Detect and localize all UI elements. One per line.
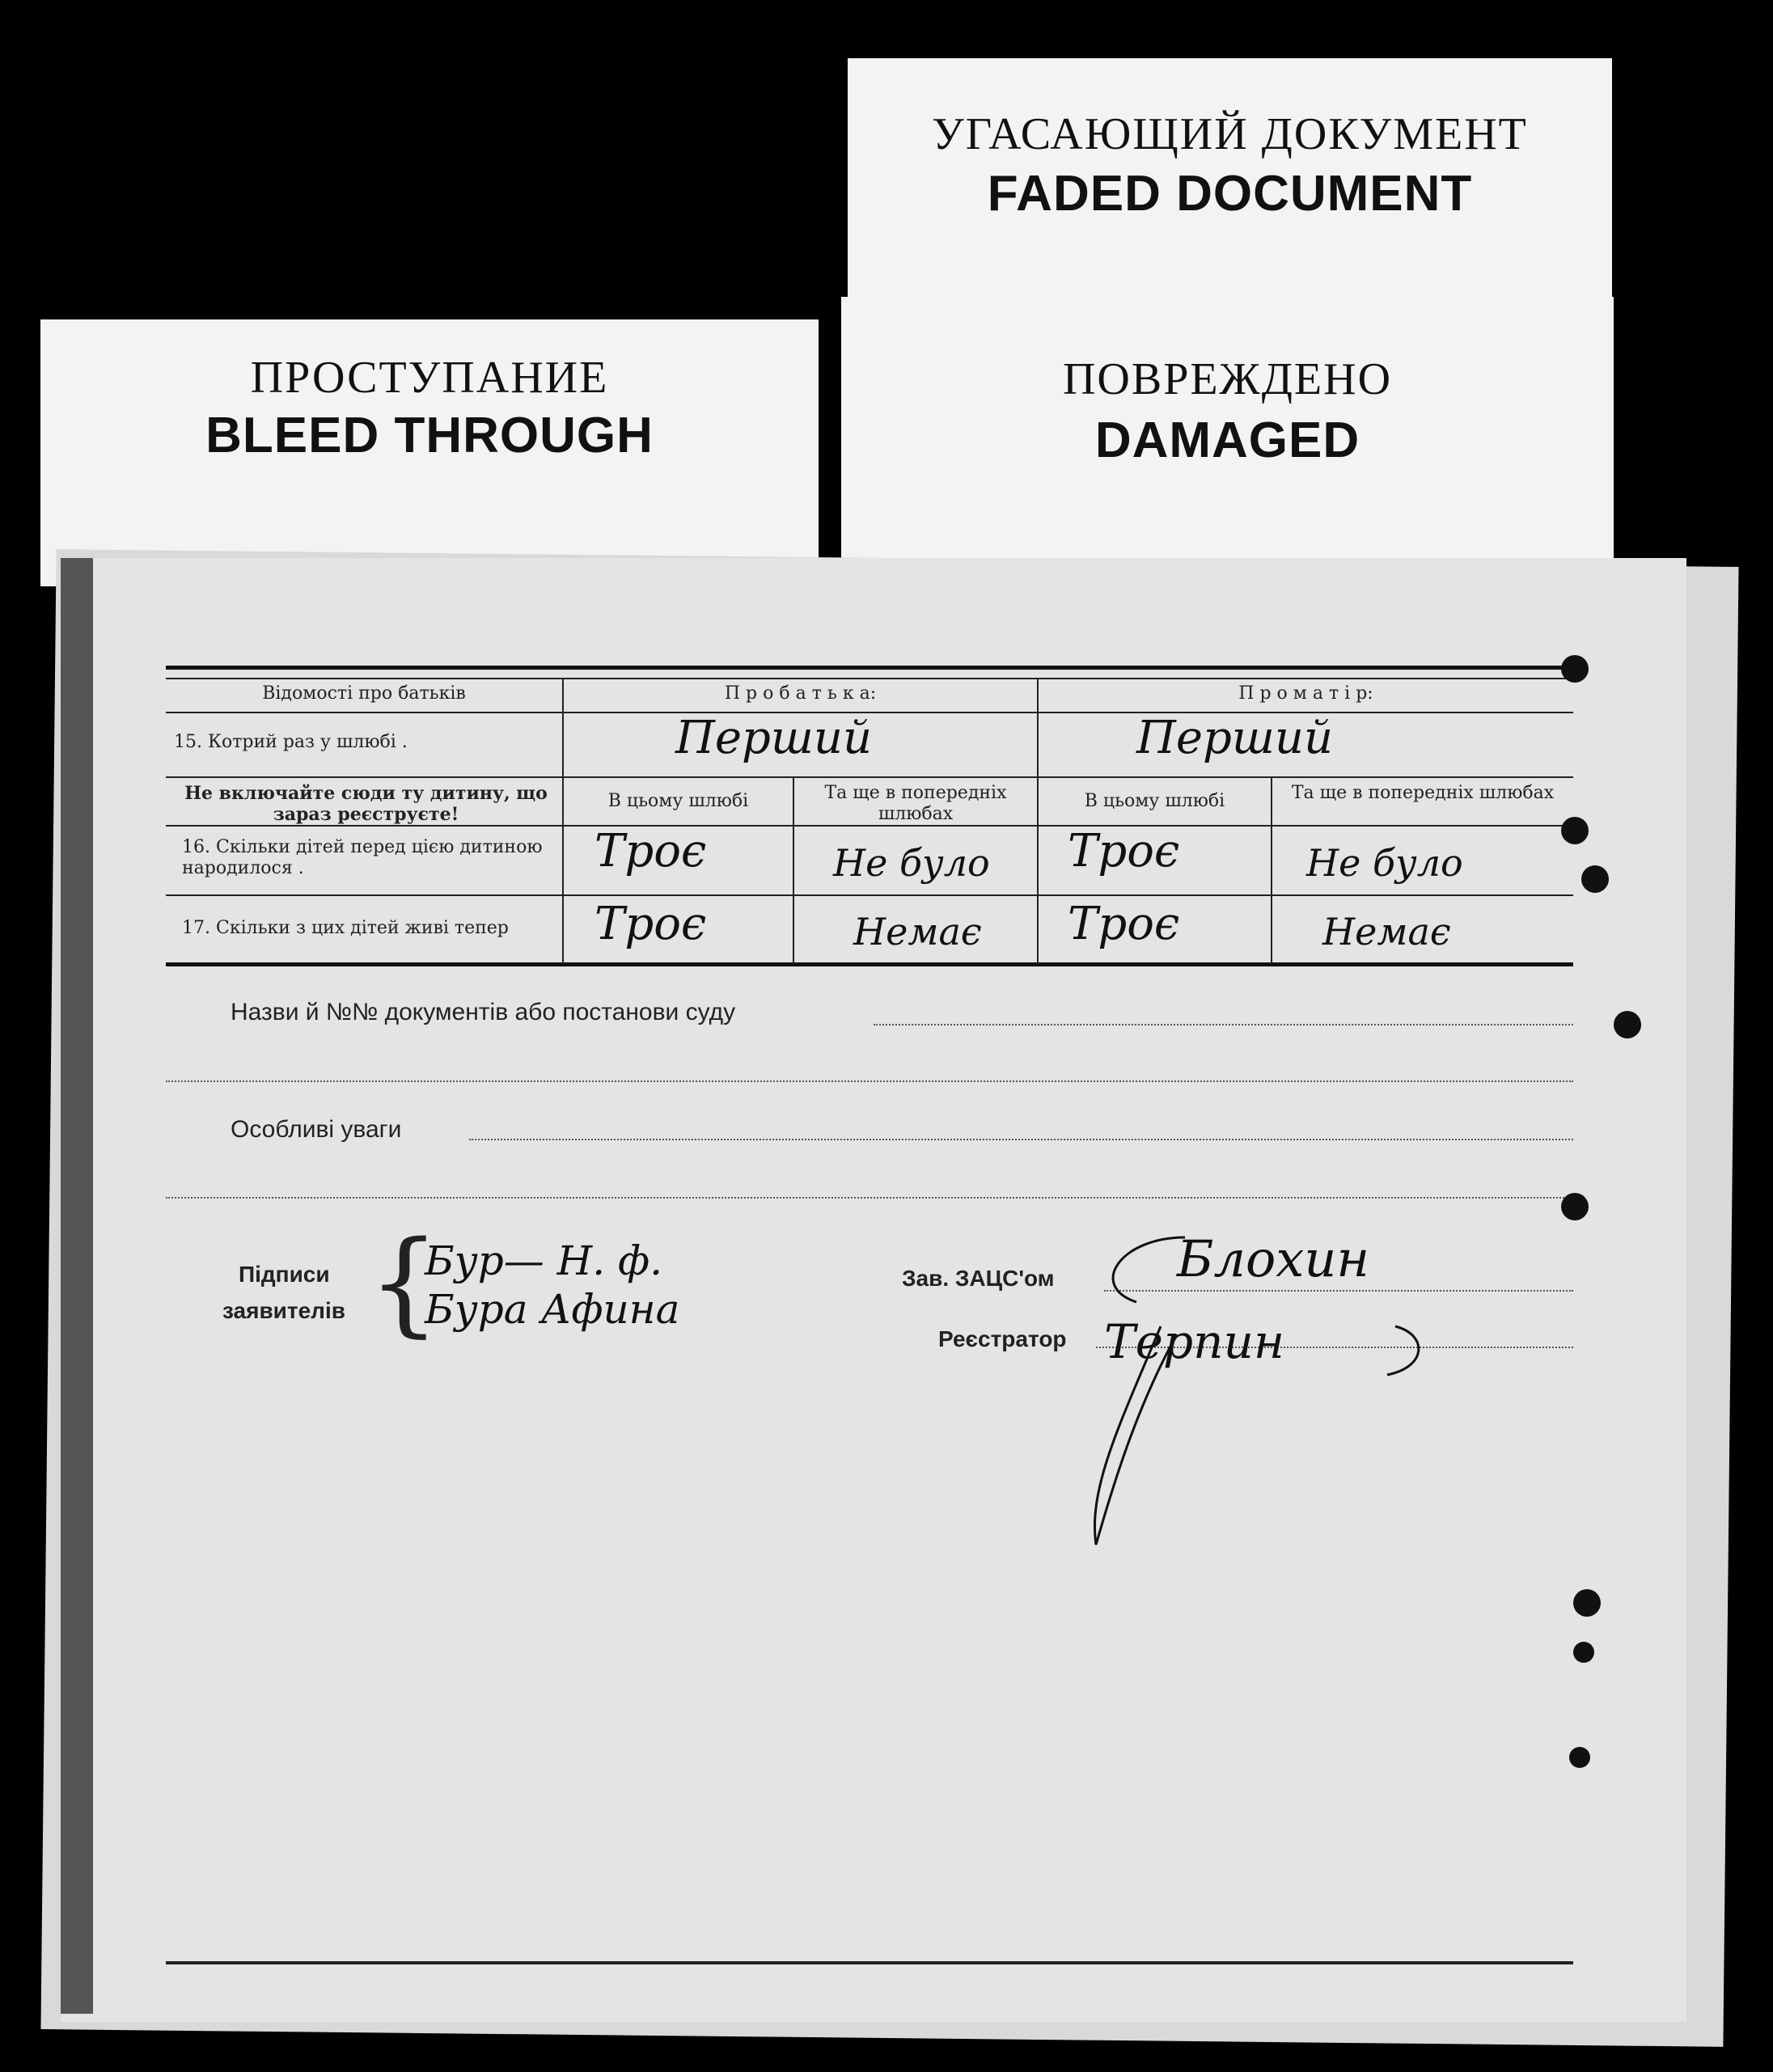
table-bottom-rule (166, 962, 1573, 966)
table-divider (1271, 776, 1272, 964)
table-divider (562, 678, 564, 964)
header-about-father: П р о б а т ь к а: (724, 683, 877, 704)
father-in-this-marriage-header: В цьому шлюбі (607, 791, 749, 811)
row17-father-previous: Немає (853, 910, 982, 954)
bleed-tag-russian: ПРОСТУПАНИЕ (250, 353, 609, 403)
row16-mother-this: Троє (1068, 825, 1180, 877)
row17-father-this: Троє (595, 898, 707, 950)
table-divider (1037, 678, 1039, 964)
registrar-label: Реєстратор (938, 1326, 1067, 1351)
faded-tag-english: FADED DOCUMENT (987, 166, 1473, 222)
registry-form-sheet (61, 558, 1686, 2022)
faded-tag-russian: УГАСАЮЩИЙ ДОКУМЕНТ (932, 109, 1528, 159)
row16-mother-previous: Не було (1306, 841, 1463, 885)
damaged-tag-english: DAMAGED (1094, 412, 1360, 468)
notes-dotted-line (469, 1139, 1573, 1140)
punch-hole (1569, 1747, 1590, 1768)
signature-brace: { (368, 1217, 441, 1349)
table-rule (166, 678, 1573, 679)
row15-label: 15. Котрий раз у шлюбі . (174, 732, 408, 752)
father-previous-marriages-header: Та ще в попередніх шлюбах (824, 783, 1007, 824)
special-notes-label: Особливі уваги (231, 1116, 402, 1143)
punch-hole (1561, 817, 1589, 844)
zags-head-signature: Блохин (1177, 1229, 1370, 1288)
bleed-tag-english: BLEED THROUGH (205, 408, 654, 463)
mother-in-this-marriage-header: В цьому шлюбі (1084, 791, 1225, 811)
signatures-label-1: Підписи (239, 1262, 330, 1287)
row17-mother-previous: Немає (1322, 910, 1451, 954)
documents-dotted-line (874, 1024, 1573, 1025)
mother-previous-marriages-header: Та ще в попередніх шлюбах (1291, 783, 1555, 803)
left-edge-shadow (61, 558, 93, 2014)
row16-father-previous: Не було (833, 841, 990, 885)
row16-father-this: Троє (595, 825, 707, 877)
row17-label: 17. Скільки з цих дітей живі тепер (182, 918, 509, 938)
punch-hole (1581, 865, 1609, 893)
registrar-signature: Терпин (1104, 1314, 1285, 1369)
row16-label: 16. Скільки дітей перед цією дитиною народилося . (182, 837, 543, 878)
applicant-signature-1: Бур— Н. ф. (425, 1237, 663, 1284)
table-rule (166, 776, 1573, 778)
documents-label: Назви й №№ документів або постанови суду (231, 999, 736, 1025)
punch-hole (1561, 655, 1589, 683)
punch-hole (1573, 1589, 1601, 1617)
header-parents-info: Відомості про батьків (262, 683, 466, 704)
table-top-rule (166, 666, 1573, 670)
damaged-tag (841, 297, 1614, 564)
row15-mother-value: Перший (1136, 712, 1334, 764)
signatures-label-2: заявителів (222, 1298, 345, 1323)
bleed-through-tag (40, 319, 819, 586)
notes-dotted-line-2 (166, 1197, 1573, 1199)
punch-hole (1561, 1193, 1589, 1220)
damaged-tag-russian: ПОВРЕЖДЕНО (1062, 354, 1393, 404)
table-rule (166, 894, 1573, 896)
header-about-mother: П р о м а т і р: (1238, 683, 1373, 704)
punch-hole (1614, 1011, 1641, 1038)
faded-document-tag (848, 58, 1612, 301)
documents-dotted-line-2 (166, 1080, 1573, 1082)
table-rule (166, 825, 1573, 827)
applicant-signature-2: Бура Афина (425, 1286, 680, 1333)
zags-head-label: Зав. ЗАЦС'ом (902, 1266, 1055, 1291)
row15-father-value: Перший (675, 712, 873, 764)
signature-flourish (1088, 1221, 1476, 1561)
punch-hole (1573, 1642, 1594, 1663)
row17-mother-this: Троє (1068, 898, 1180, 950)
exclude-current-child-note: Не включайте сюди ту дитину, що зараз реєструєте! (184, 783, 548, 825)
bottom-rule (166, 1961, 1573, 1964)
